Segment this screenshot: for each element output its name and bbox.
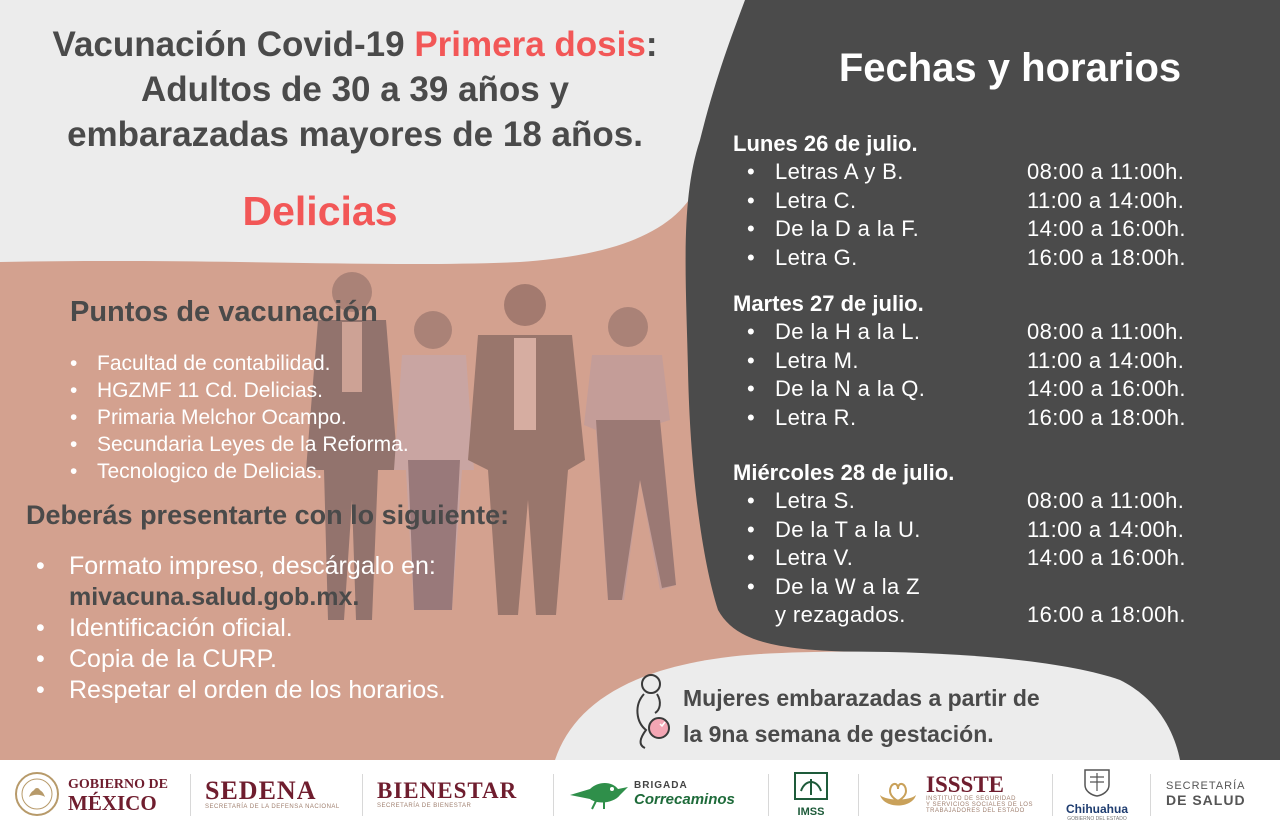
requirements-title: Deberás presentarte con lo siguiente: xyxy=(26,500,510,530)
issste-logo xyxy=(876,760,1033,828)
slot-time: 14:00 a 16:00h. xyxy=(1027,545,1186,570)
schedule-day-monday xyxy=(733,130,1253,272)
slot-label: De la N a la Q. xyxy=(775,376,926,401)
divider xyxy=(858,774,859,816)
title-part1: Vacunación Covid-19 xyxy=(52,25,415,64)
schedule-slot xyxy=(733,487,1253,516)
list-item: • Copia de la CURP. xyxy=(36,644,446,675)
brigada-line1: BRIGADA xyxy=(634,780,688,791)
slot-label: Letra R. xyxy=(775,404,857,430)
chihuahua-shield-icon xyxy=(1082,767,1112,797)
footer-logos xyxy=(0,760,1280,828)
chihuahua-name: Chihuahua xyxy=(1066,801,1128,816)
slot-label: De la D a la F. xyxy=(775,216,920,241)
roadrunner-icon xyxy=(568,777,630,811)
slot-label-line2: y rezagados. xyxy=(775,602,906,627)
schedule-slot xyxy=(733,544,1253,573)
schedule-slot xyxy=(733,215,1253,244)
slot-time: 11:00 a 14:00h. xyxy=(1027,347,1185,373)
slot-time: 11:00 a 14:00h. xyxy=(1027,516,1185,542)
imss-name: IMSS xyxy=(797,805,825,818)
divider xyxy=(553,774,554,816)
slot-time: 16:00 a 18:00h. xyxy=(1027,244,1186,270)
slot-time: 08:00 a 11:00h. xyxy=(1027,488,1185,513)
schedule-day-tuesday xyxy=(733,290,1253,432)
slot-label xyxy=(775,573,1027,630)
brigada-line2: Correcaminos xyxy=(634,791,735,808)
gobierno-mexico-logo xyxy=(14,760,168,828)
secretaria-salud-logo xyxy=(1166,760,1246,828)
slot-time: 16:00 a 18:00h. xyxy=(1027,602,1186,627)
pregnant-note-line2: la 9na semana de gestación. xyxy=(683,721,994,747)
slot-time: 16:00 a 18:00h. xyxy=(1027,404,1186,430)
requirements-list xyxy=(36,551,446,706)
list-item: • Tecnologico de Delicias. xyxy=(70,458,409,485)
slot-label: Letras A y B. xyxy=(775,159,904,184)
schedule-slot xyxy=(733,404,1253,433)
list-item: • Identificación oficial. xyxy=(36,613,446,644)
list-item: • Facultad de contabilidad. xyxy=(70,350,409,377)
list-item: • Primaria Melchor Ocampo. xyxy=(70,404,409,431)
schedule-slot xyxy=(733,516,1253,545)
bienestar-subtitle: SECRETARÍA DE BIENESTAR xyxy=(377,803,472,809)
salud-line1: SECRETARÍA xyxy=(1166,780,1246,792)
slot-time: 08:00 a 11:00h. xyxy=(1027,319,1185,344)
imss-logo xyxy=(793,760,829,828)
schedule-slot xyxy=(733,318,1253,347)
requirement-text: Formato impreso, descárgalo en: xyxy=(69,552,436,580)
list-item: • Respetar el orden de los horarios. xyxy=(36,675,446,706)
schedule-slot xyxy=(733,375,1253,404)
slot-time: 11:00 a 14:00h. xyxy=(1027,187,1185,213)
chihuahua-logo xyxy=(1066,760,1128,828)
slot-label: De la T a la U. xyxy=(775,516,921,542)
brigada-correcaminos-logo xyxy=(568,760,735,828)
slot-time: 14:00 a 16:00h. xyxy=(1027,376,1186,401)
slot-label: Letra G. xyxy=(775,244,858,270)
issste-subtitle-2: Y SERVICIOS SOCIALES DE LOS xyxy=(926,802,1033,808)
national-seal-icon xyxy=(14,771,60,817)
slot-label-line1: De la W a la Z xyxy=(775,573,920,599)
slot-label: Letra V. xyxy=(775,545,854,570)
gobierno-line2: MÉXICO xyxy=(68,791,157,815)
divider xyxy=(1150,774,1151,816)
divider xyxy=(362,774,363,816)
city-name: Delicias xyxy=(242,188,398,234)
day-date: Lunes 26 de julio. xyxy=(733,131,918,156)
day-date: Martes 27 de julio. xyxy=(733,291,924,316)
schedule-slot xyxy=(733,158,1253,187)
pregnant-note xyxy=(683,680,1040,752)
schedule-slot xyxy=(733,187,1253,216)
issste-name: ISSSTE xyxy=(926,772,1005,797)
slot-label: Letra S. xyxy=(775,488,856,513)
slot-label: Letra C. xyxy=(775,187,857,213)
issste-subtitle-1: INSTITUTO DE SEGURIDAD xyxy=(926,796,1016,802)
schedule-slot xyxy=(733,573,1253,630)
list-item xyxy=(36,551,446,613)
divider xyxy=(1052,774,1053,816)
imss-eagle-icon xyxy=(793,771,829,801)
gobierno-line1: GOBIERNO DE xyxy=(68,777,168,792)
sedena-name: SEDENA xyxy=(205,776,317,805)
chihuahua-subtitle: GOBIERNO DEL ESTADO xyxy=(1067,815,1127,822)
title-line3: embarazadas mayores de 18 años. xyxy=(67,115,643,154)
vaccination-points-title: Puntos de vacunación xyxy=(70,296,378,328)
slot-label: Letra M. xyxy=(775,347,859,373)
schedule-slot xyxy=(733,244,1253,273)
bienestar-logo xyxy=(377,760,517,828)
salud-line2: DE SALUD xyxy=(1166,792,1246,808)
issste-hands-icon xyxy=(876,775,920,813)
schedule-title: Fechas y horarios xyxy=(838,46,1182,90)
issste-subtitle-3: TRABAJADORES DEL ESTADO xyxy=(926,808,1025,814)
download-url: mivacuna.salud.gob.mx. xyxy=(69,583,360,611)
slot-label: De la H a la L. xyxy=(775,319,921,344)
list-item: • HGZMF 11 Cd. Delicias. xyxy=(70,377,409,404)
schedule-day-wednesday xyxy=(733,459,1253,630)
poster-title xyxy=(0,22,710,157)
divider xyxy=(190,774,191,816)
bienestar-name: BIENESTAR xyxy=(377,778,518,803)
list-item: • Secundaria Leyes de la Reforma. xyxy=(70,431,409,458)
day-date: Miércoles 28 de julio. xyxy=(733,460,955,485)
slot-time: 08:00 a 11:00h. xyxy=(1027,159,1185,184)
title-colon: : xyxy=(645,25,658,64)
sedena-subtitle: SECRETARÍA DE LA DEFENSA NACIONAL xyxy=(205,804,340,810)
sedena-logo xyxy=(205,760,340,828)
vaccination-points-list xyxy=(70,350,409,485)
title-line2: Adultos de 30 a 39 años y xyxy=(141,70,569,109)
title-highlight: Primera dosis xyxy=(414,25,646,64)
pregnant-note-line1: Mujeres embarazadas a partir de xyxy=(683,685,1040,711)
schedule-slot xyxy=(733,347,1253,376)
slot-time: 14:00 a 16:00h. xyxy=(1027,216,1186,241)
divider xyxy=(768,774,769,816)
